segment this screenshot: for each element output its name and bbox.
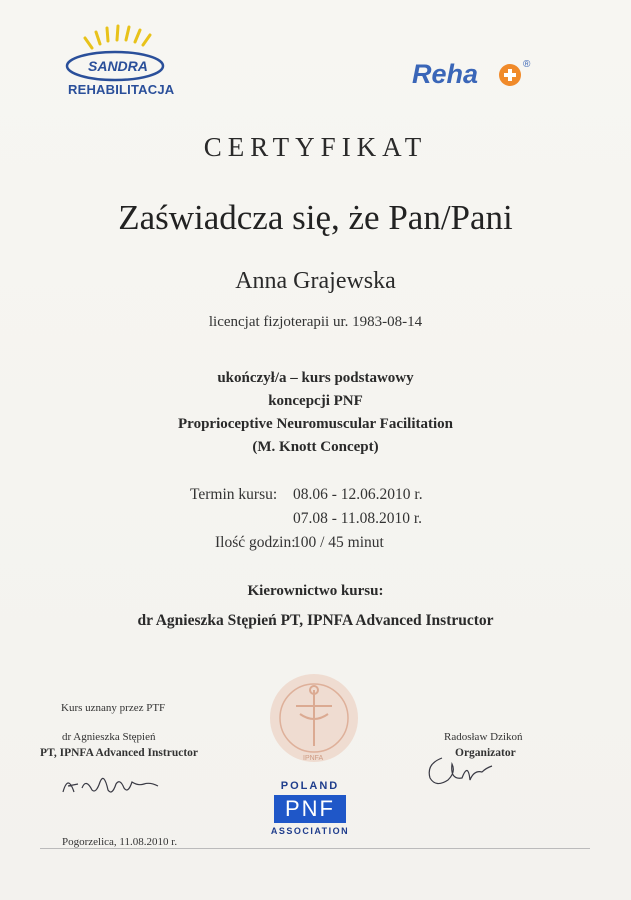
course-terms: [0, 483, 631, 555]
reha-logo-text: Reha: [412, 59, 479, 89]
term-label: Termin kursu:: [190, 486, 278, 503]
course-line: Proprioceptive Neuromuscular Facilitation: [178, 416, 453, 432]
ipnfa-stamp: [256, 668, 376, 768]
certificate-title: CERTYFIKAT: [203, 132, 428, 162]
pnf-logo-top: POLAND: [280, 780, 340, 792]
registered-mark: ®: [523, 59, 531, 70]
left-signer-name: dr Agnieszka Stępień: [62, 731, 156, 743]
recognized-by: Kurs uznany przez PTF: [61, 702, 166, 714]
right-signature: [422, 750, 497, 792]
place-date: Pogorzelica, 11.08.2010 r.: [62, 836, 178, 848]
left-signature: [58, 764, 168, 802]
pnf-logo-middle: PNF: [274, 795, 346, 823]
right-signer-role: Organizator: [455, 747, 516, 759]
leadership-name: dr Agnieszka Stępień PT, IPNFA Advanced Instructor: [137, 612, 494, 629]
reha-logo: [412, 57, 542, 93]
hours-value: 100 / 45 minut: [293, 534, 384, 551]
recipient-name: Anna Grajewska: [235, 268, 396, 294]
sandra-logo-text: SANDRA: [88, 58, 148, 74]
pnf-logo-bottom: ASSOCIATION: [270, 826, 350, 836]
sun-icon: [60, 22, 185, 82]
course-line: koncepcji PNF: [268, 393, 363, 409]
sandra-logo: [60, 22, 185, 100]
sandra-logo-subtitle: REHABILITACJA: [68, 82, 175, 97]
term-1: 08.06 - 12.06.2010 r.: [293, 486, 423, 503]
course-line: ukończył/a – kurs podstawowy: [217, 370, 414, 386]
license-line: licencjat fizjoterapii ur. 1983-08-14: [208, 314, 423, 330]
right-signer-name: Radosław Dzikoń: [444, 731, 523, 743]
course-description: [0, 367, 631, 459]
pnf-association-logo: [268, 780, 352, 840]
hours-label: Ilość godzin:: [215, 534, 296, 551]
certificate-heading: Zaświadcza się, że Pan/Pani: [118, 198, 513, 237]
bottom-divider: [40, 848, 590, 849]
term-2: 07.08 - 11.08.2010 r.: [293, 510, 423, 527]
leadership-title: Kierownictwo kursu:: [247, 583, 384, 599]
left-signer-role: PT, IPNFA Advanced Instructor: [40, 747, 199, 759]
stamp-text: IPNFA: [303, 755, 324, 762]
course-line: (M. Knott Concept): [252, 439, 379, 455]
